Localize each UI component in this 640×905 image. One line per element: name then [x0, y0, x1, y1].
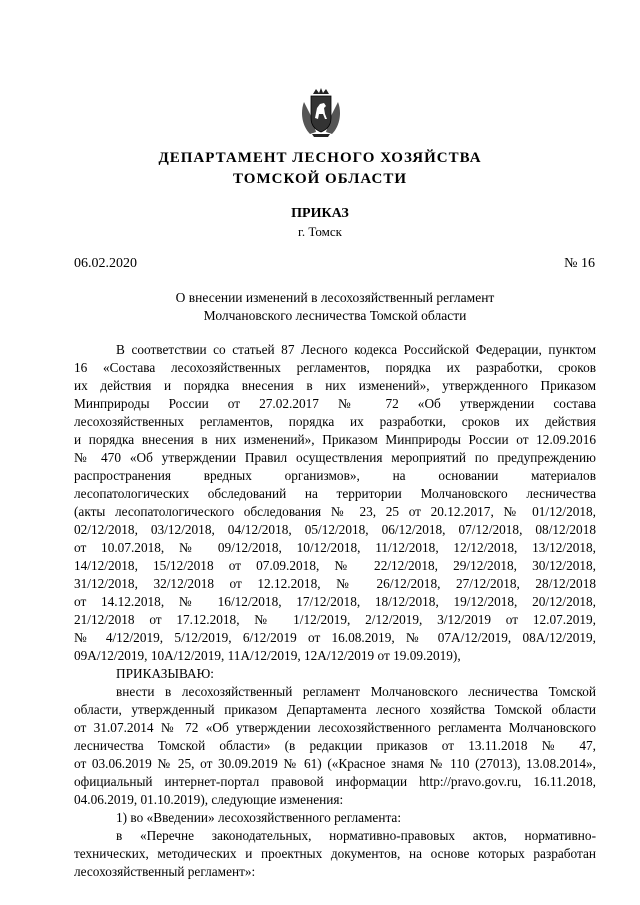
body-line: В соответствии со статьей 87 Лесного кодекса Российской Федерации, пунктом: [116, 342, 596, 357]
body-line: № 4/12/2019, 5/12/2019, 6/12/2019 от 16.08.2019, № 07А/12/2019, 08А/12/2019,: [74, 630, 596, 645]
coat-of-arms-icon: [298, 88, 344, 138]
document-type-title: ПРИКАЗ: [291, 206, 349, 221]
body-line: 04.06.2019, 01.10.2019), следующие изменения:: [74, 792, 344, 807]
document-body: [74, 341, 596, 881]
body-line: официальный интернет-портал правовой информации http://pravo.gov.ru, 16.11.2018,: [74, 774, 596, 789]
body-line: 09А/12/2019, 10А/12/2019, 11А/12/2019, 12А/12/2019 от 19.09.2019),: [74, 648, 461, 663]
body-line: лесохозяйственный регламент»:: [74, 864, 256, 879]
body-line: от 10.07.2018, № 09/12/2018, 10/12/2018, 11/12/2018, 12/12/2018, 13/12/2018,: [74, 540, 596, 555]
department-name-line2: ТОМСКОЙ ОБЛАСТИ: [232, 171, 408, 187]
body-line: 02/12/2018, 03/12/2018, 04/12/2018, 05/12/2018, 06/12/2018, 07/12/2018, 08/12/2018: [74, 522, 596, 537]
body-line: и порядка внесения в них изменений», Приказом Минприроды России от 12.09.2016: [74, 432, 596, 447]
body-line: их действия и порядка внесения в них изменений», утвержденного Приказом: [74, 378, 596, 393]
body-line: лесничества Томской области» (в редакции приказов от 13.11.2018 № 47,: [74, 738, 596, 753]
body-line: 1) во «Введении» лесохозяйственного регламента:: [116, 810, 402, 825]
body-line: Минприроды России от 27.02.2017 № 72 «Об утверждении состава: [74, 396, 596, 411]
department-name-line1: ДЕПАРТАМЕНТ ЛЕСНОГО ХОЗЯЙСТВА: [158, 150, 482, 166]
document-date: 06.02.2020: [74, 256, 137, 271]
body-line: лесопатологических обследований на территории Молчановского лесничества: [74, 486, 596, 501]
body-line: 21/12/2018 от 17.12.2018, № 1/12/2019, 2/12/2019, 3/12/2019 от 12.07.2019,: [74, 612, 596, 627]
body-line: распространения вредных организмов», на основании материалов: [74, 468, 596, 483]
body-line: от 31.07.2014 № 72 «Об утверждении лесохозяйственного регламента Молчановского: [74, 720, 596, 735]
body-line: 14/12/2018, 15/12/2018 от 07.09.2018, № 22/12/2018, 29/12/2018, 30/12/2018,: [74, 558, 596, 573]
body-line: (акты лесопатологического обследования № 23, 25 от 20.12.2017, № 01/12/2018,: [74, 504, 596, 519]
body-line: от 03.06.2019 № 25, от 30.09.2019 № 61) («Красное знамя № 110 (27013), 13.08.2014»,: [74, 756, 596, 771]
subject-line: О внесении изменений в лесохозяйственный регламент: [175, 290, 495, 305]
body-line: внести в лесохозяйственный регламент Молчановского лесничества Томской: [116, 684, 596, 699]
subject-line: Молчановского лесничества Томской области: [203, 308, 467, 323]
body-line: № 470 «Об утверждении Правил осуществления мероприятий по предупреждению: [74, 450, 596, 465]
document-subject: [74, 289, 596, 325]
body-line: от 14.12.2018, № 16/12/2018, 17/12/2018, 18/12/2018, 19/12/2018, 20/12/2018,: [74, 594, 596, 609]
body-line: ПРИКАЗЫВАЮ:: [116, 666, 214, 681]
document-number: № 16: [564, 256, 595, 271]
body-line: технических, методических и проектных документов, на основе которых разработан: [74, 846, 596, 861]
body-line: 16 «Состава лесохозяйственных регламентов, порядка их разработки, сроков: [74, 360, 596, 375]
body-line: в «Перечне законодательных, нормативно-правовых актов, нормативно-: [116, 828, 596, 843]
body-line: области, утвержденный приказом Департамента лесного хозяйства Томской области: [74, 702, 596, 717]
body-line: 31/12/2018, 32/12/2018 от 12.12.2018, № 26/12/2018, 27/12/2018, 28/12/2018: [74, 576, 596, 591]
body-line: лесохозяйственных регламентов, порядка их разработки, сроков их действия: [74, 414, 596, 429]
document-city: г. Томск: [298, 224, 342, 239]
